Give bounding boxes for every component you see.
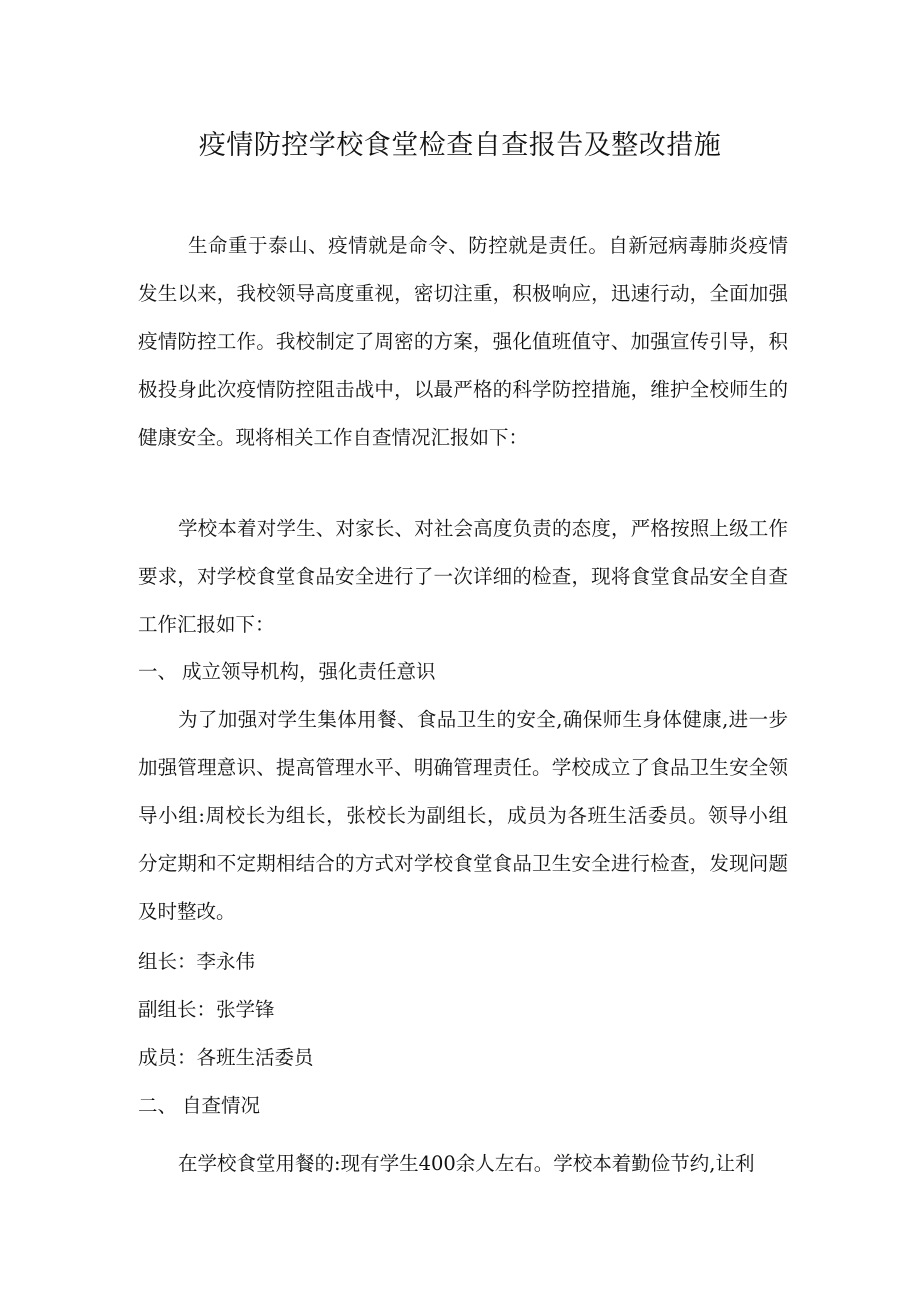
section-number-1: 一、	[138, 660, 178, 683]
leader-line: 组长：李永伟	[138, 950, 256, 973]
leadership-paragraph: 为了加强对学生集体用餐、食品卫生的安全,确保师生身体健康,进一步加强管理意识、提高管理水平、明确管理责任。学校成立了食品卫生安全领导小组:周校长为组长，张校长为副组长，成员为各班生活委员。领导小组分定期和不定期相结合的方式对学校食堂食品卫生安全进行检查，发现问题及时整改。	[138, 708, 788, 923]
section-heading-1	[138, 648, 436, 696]
document-title: 疫情防控学校食堂检查自查报告及整改措施	[198, 130, 722, 161]
section-title-1: 成立领导机构，强化责任意识	[182, 660, 436, 683]
section-heading-2	[138, 1082, 260, 1130]
deputy-leader-line: 副组长：张学锋	[138, 998, 275, 1021]
members-line: 成员：各班生活委员	[138, 1046, 314, 1069]
section-number-2: 二、	[138, 1094, 178, 1117]
section-title-2: 自查情况	[182, 1094, 261, 1117]
self-check-paragraph: 学校本着对学生、对家长、对社会高度负责的态度，严格按照上级工作要求，对学校食堂食品安全进行了一次详细的检查，现将食堂食品安全自查工作汇报如下：	[138, 517, 788, 636]
canteen-status-paragraph: 在学校食堂用餐的:现有学生400余人左右。学校本着勤俭节约,让利	[178, 1152, 755, 1175]
intro-paragraph: 生命重于泰山、疫情就是命令、防控就是责任。自新冠病毒肺炎疫情发生以来，我校领导高度重视，密切注重，积极响应，迅速行动，全面加强疫情防控工作。我校制定了周密的方案，强化值班值守、加强宣传引导，积极投身此次疫情防控阻击战中，以最严格的科学防控措施，维护全校师生的健康安全。现将相关工作自查情况汇报如下：	[138, 234, 788, 449]
